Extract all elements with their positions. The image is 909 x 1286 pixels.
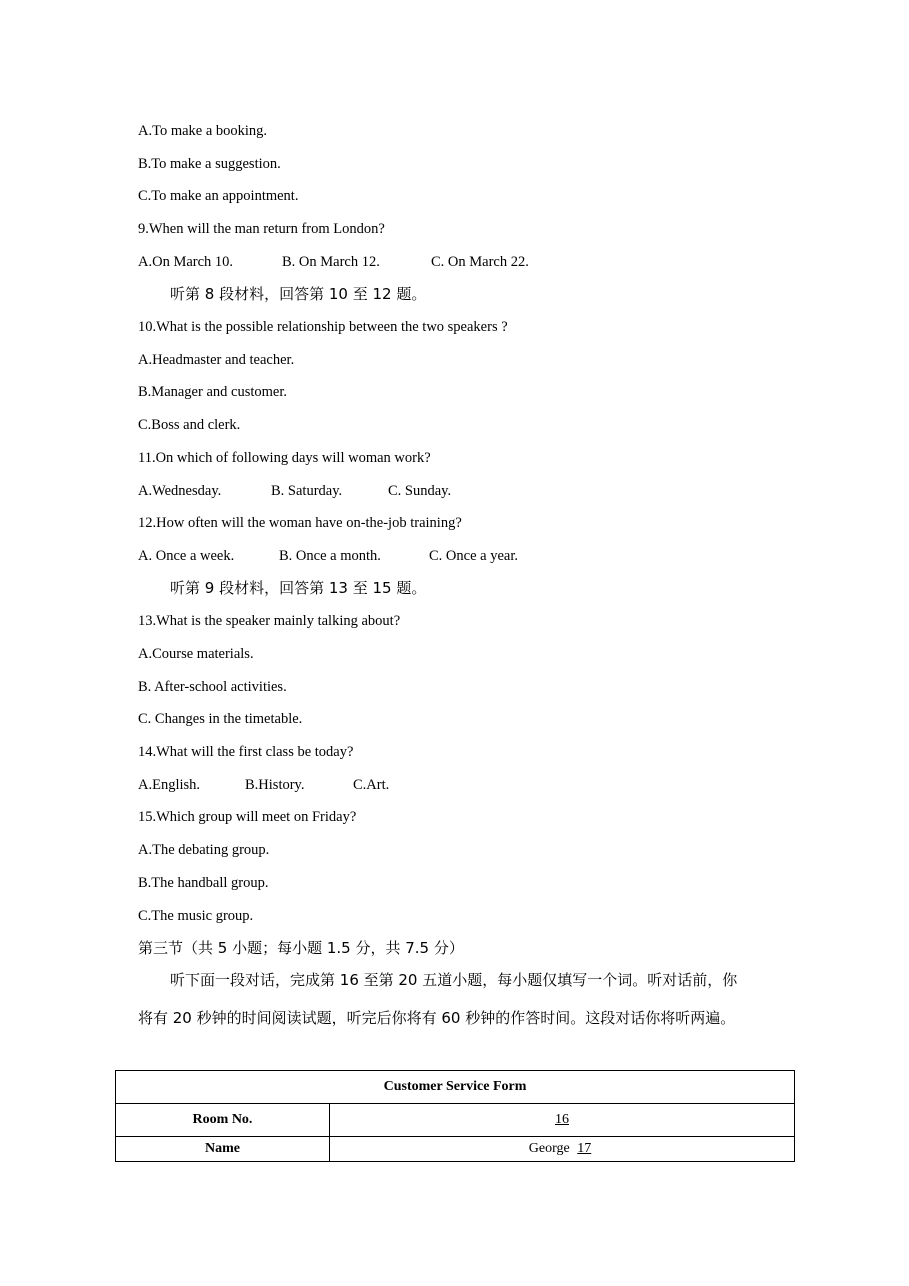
option-13a: A.Course materials. [138,646,254,662]
option-9b: B. On March 12. [282,254,380,270]
section-instruction-8: 听第 8 段材料，回答第 10 至 12 题。 [170,285,427,303]
form-title: Customer Service Form [116,1071,795,1104]
option-14b: B.History. [245,777,305,793]
room-cell [330,1104,795,1137]
option-12a: A. Once a week. [138,548,235,564]
option-11b: B. Saturday. [271,483,343,499]
option-14a: A.English. [138,777,201,793]
option-13c: C. Changes in the timetable. [138,711,303,727]
question-12: 12.How often will the woman have on-the-job training? [138,515,462,531]
option-10b: B.Manager and customer. [138,384,287,400]
section-3-instruction-1: 听下面一段对话，完成第 16 至第 20 五道小题，每小题仅填写一个词。听对话前，你 [170,971,738,989]
question-13: 13.What is the speaker mainly talking about? [138,613,401,629]
options-11 [138,481,451,501]
option-8c: C.To make an appointment. [138,188,299,204]
option-8a: A.To make a booking. [138,123,268,139]
options-9 [138,252,529,272]
question-9: 9.When will the man return from London? [138,221,385,237]
option-14c: C.Art. [353,777,390,793]
option-10c: C.Boss and clerk. [138,417,241,433]
name-cell [330,1137,795,1162]
name-prefix: George [528,1141,570,1156]
option-12b: B. Once a month. [279,548,381,564]
option-12c: C. Once a year. [429,548,518,564]
question-10: 10.What is the possible relationship between the two speakers ? [138,319,508,335]
section-instruction-9: 听第 9 段材料，回答第 13 至 15 题。 [170,579,427,597]
section-3-instruction-2: 将有 20 秒钟的时间阅读试题，听完后你将有 60 秒钟的作答时间。这段对话你将听两遍。 [138,1009,736,1027]
option-10a: A.Headmaster and teacher. [138,352,295,368]
name-label: Name [116,1137,330,1162]
option-15b: B.The handball group. [138,875,269,891]
section-3-heading: 第三节（共 5 小题；每小题 1.5 分，共 7.5 分） [138,939,464,957]
options-12 [138,546,518,566]
option-13b: B. After-school activities. [138,679,287,695]
option-11a: A.Wednesday. [138,483,222,499]
customer-service-form [115,1070,795,1162]
option-8b: B.To make a suggestion. [138,156,281,172]
option-11c: C. Sunday. [388,483,452,499]
room-label: Room No. [116,1104,330,1137]
option-9c: C. On March 22. [431,254,529,270]
option-15a: A.The debating group. [138,842,270,858]
options-14 [138,775,389,795]
option-15c: C.The music group. [138,908,254,924]
option-9a: A.On March 10. [138,254,234,270]
question-11: 11.On which of following days will woman work? [138,450,431,466]
question-15: 15.Which group will meet on Friday? [138,809,357,825]
blank-16[interactable]: 16 [555,1112,569,1127]
blank-17[interactable]: 17 [577,1141,592,1156]
question-14: 14.What will the first class be today? [138,744,354,760]
